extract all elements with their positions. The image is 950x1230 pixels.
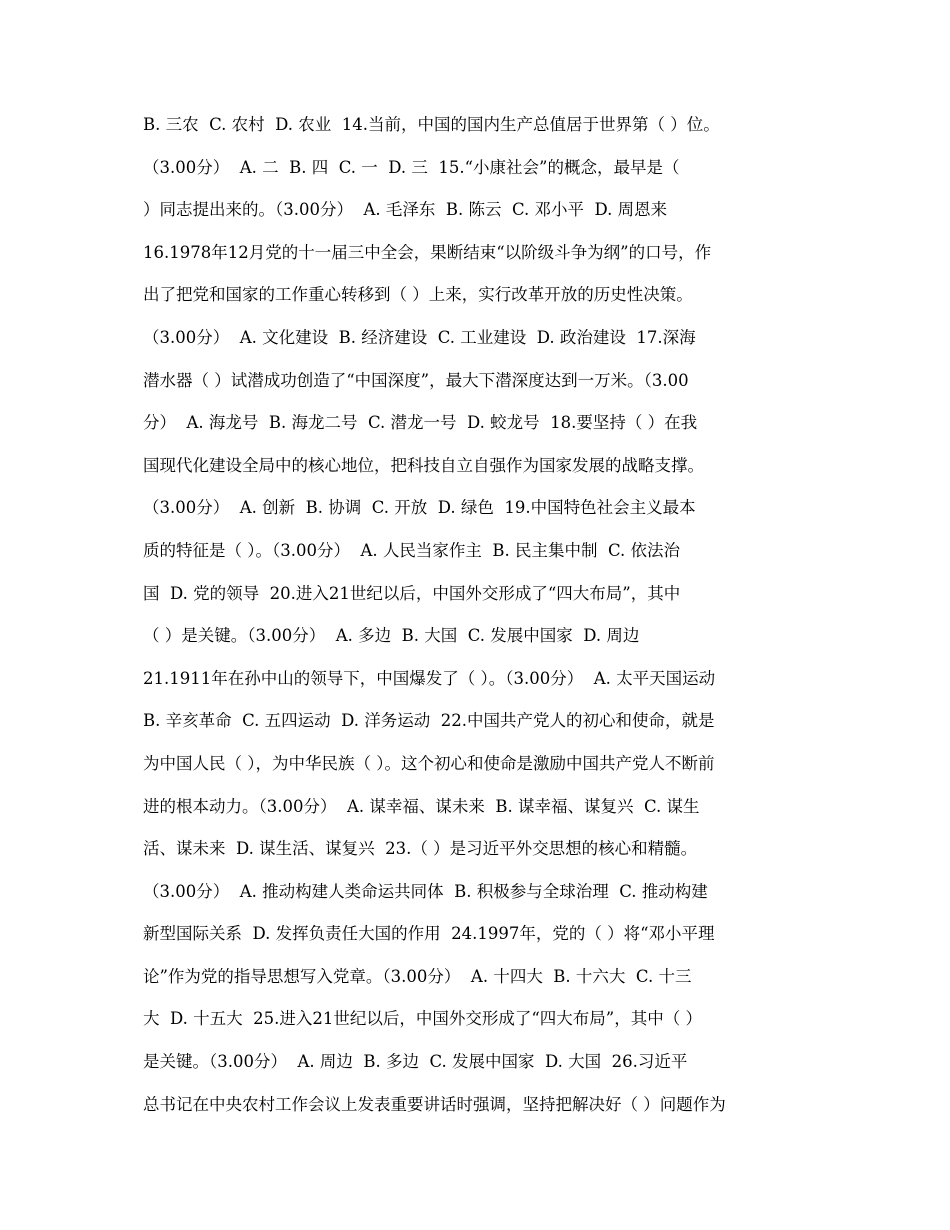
text-line: 21.1911年在孙中山的领导下，中国爆发了（ ）。（3.00分） A. 太平天国运动 xyxy=(143,668,716,688)
text-line: 是关键。（3.00分） A. 周边 B. 多边 C. 发展中国家 D. 大国 26.习近平 xyxy=(143,1052,688,1072)
text-line: 国现代化建设全局中的核心地位，把科技自立自强作为国家发展的战略支撑。 xyxy=(143,455,704,475)
text-line: （3.00分） A. 创新 B. 协调 C. 开放 D. 绿色 19.中国特色社会主义最本 xyxy=(143,498,696,518)
text-line: 质的特征是（ ）。（3.00分） A. 人民当家作主 B. 民主集中制 C. 依法治 xyxy=(143,540,680,560)
text-line: B. 辛亥革命 C. 五四运动 D. 洋务运动 22.中国共产党人的初心和使命，就是 xyxy=(143,711,715,731)
text-line: 国 D. 党的领导 20.进入21世纪以后，中国外交形成了“四大布局”，其中 xyxy=(143,583,681,603)
text-line: （ ）是关键。（3.00分） A. 多边 B. 大国 C. 发展中国家 D. 周边 xyxy=(143,626,640,646)
text-line: 16.1978年12月党的十一届三中全会，果断结束“以阶级斗争为纲”的口号，作 xyxy=(143,242,712,262)
text-line: 论”作为党的指导思想写入党章。（3.00分） A. 十四大 B. 十六大 C. 十三 xyxy=(143,966,692,986)
text-line: B. 三农 C. 农村 D. 农业 14.当前，中国的国内生产总值居于世界第（ ）位。 xyxy=(143,115,720,134)
text-line: 总书记在中央农村工作会议上发表重要讲话时强调，坚持把解决好（ ）问题作为 xyxy=(143,1094,726,1114)
text-line: 进的根本动力。（3.00分） A. 谋幸福、谋未来 B. 谋幸福、谋复兴 C. 谋生 xyxy=(143,796,700,816)
text-line: 出了把党和国家的工作重心转移到（ ）上来，实行改革开放的历史性决策。 xyxy=(143,285,693,305)
text-line: （3.00分） A. 文化建设 B. 经济建设 C. 工业建设 D. 政治建设 17.深海 xyxy=(143,327,696,347)
text-line: （3.00分） A. 推动构建人类命运共同体 B. 积极参与全球治理 C. 推动构建 xyxy=(143,881,708,901)
text-line: 分） A. 海龙号 B. 海龙二号 C. 潜龙一号 D. 蛟龙号 18.要坚持（ ）在我 xyxy=(143,413,698,433)
text-line: 潜水器（ ）试潜成功创造了“中国深度”，最大下潜深度达到一万米。（3.00 xyxy=(143,370,689,390)
text-line: （3.00分） A. 二 B. 四 C. 一 D. 三 15.“小康社会”的概念，最早是（ xyxy=(143,157,680,177)
text-line: 活、谋未来 D. 谋生活、谋复兴 23.（ ）是习近平外交思想的核心和精髓。 xyxy=(143,839,698,859)
text-line: 大 D. 十五大 25.进入21世纪以后，中国外交形成了“四大布局”，其中（ ） xyxy=(143,1009,702,1029)
text-line: 新型国际关系 D. 发挥负责任大国的作用 24.1997年，党的（ ）将“邓小平理 xyxy=(143,924,715,944)
text-line: ）同志提出来的。（3.00分） A. 毛泽东 B. 陈云 C. 邓小平 D. 周恩来 xyxy=(143,200,668,220)
question-text-block xyxy=(143,108,823,1130)
text-line: 为中国人民（ ），为中华民族（ ）。这个初心和使命是激励中国共产党人不断前 xyxy=(143,753,715,773)
